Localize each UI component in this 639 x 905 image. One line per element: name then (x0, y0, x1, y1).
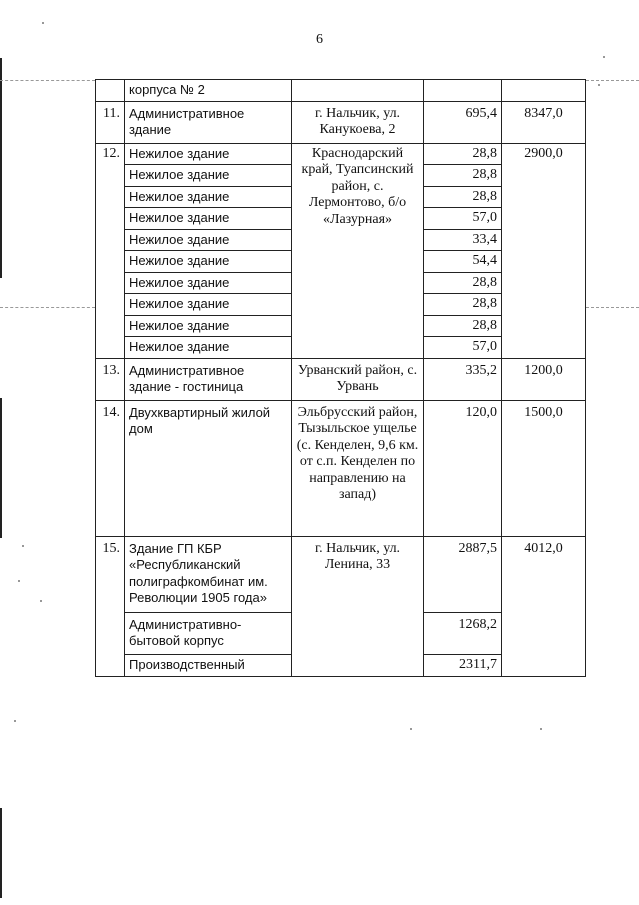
area-cell: 33,4 (424, 229, 502, 251)
area-cell: 57,0 (424, 208, 502, 230)
address-cell (292, 80, 424, 102)
value-cell: 1200,0 (502, 358, 586, 400)
property-name-cell: Нежилое здание (125, 272, 292, 294)
row-number-cell: 15. (96, 536, 125, 676)
property-name-cell: Нежилое здание (125, 186, 292, 208)
area-cell: 28,8 (424, 272, 502, 294)
area-cell (424, 80, 502, 102)
property-name-cell: Административное здание (125, 101, 292, 143)
property-name-cell: Здание ГП КБР «Республиканский полиграфкомбинат им. Революции 1905 года» (125, 536, 292, 612)
row-number-cell (96, 80, 125, 102)
property-name-cell: Нежилое здание (125, 251, 292, 273)
area-cell: 57,0 (424, 337, 502, 359)
value-cell: 1500,0 (502, 400, 586, 536)
area-cell: 28,8 (424, 315, 502, 337)
property-table (95, 79, 586, 677)
area-cell: 2887,5 (424, 536, 502, 612)
property-name-cell: Производственный (125, 654, 292, 676)
area-cell: 54,4 (424, 251, 502, 273)
address-cell: Урванский район, с. Урвань (292, 358, 424, 400)
row-number-cell: 11. (96, 101, 125, 143)
value-cell: 4012,0 (502, 536, 586, 676)
row-number-cell: 14. (96, 400, 125, 536)
area-cell: 1268,2 (424, 612, 502, 654)
table-row (96, 101, 586, 143)
row-number-cell: 13. (96, 358, 125, 400)
scan-fold-line (586, 307, 639, 308)
property-name-cell: Двухквартирный жилой дом (125, 400, 292, 536)
table-row (96, 536, 586, 612)
scan-speck (22, 545, 24, 547)
area-cell: 695,4 (424, 101, 502, 143)
property-name-cell: Административное здание - гостиница (125, 358, 292, 400)
value-cell (502, 80, 586, 102)
scan-speck (40, 600, 42, 602)
area-cell: 335,2 (424, 358, 502, 400)
property-name-cell: Нежилое здание (125, 229, 292, 251)
scan-speck (603, 56, 605, 58)
property-name-cell: Административно-бытовой корпус (125, 612, 292, 654)
scan-speck (18, 580, 20, 582)
address-cell: г. Нальчик, ул. Ленина, 33 (292, 536, 424, 676)
scan-edge-mark (0, 398, 2, 538)
area-cell: 28,8 (424, 294, 502, 316)
table-row (96, 143, 586, 165)
scan-speck (410, 728, 412, 730)
area-cell: 120,0 (424, 400, 502, 536)
property-name-cell: Нежилое здание (125, 165, 292, 187)
property-name-cell: Нежилое здание (125, 143, 292, 165)
area-cell: 28,8 (424, 165, 502, 187)
table-row (96, 80, 586, 102)
scan-speck (42, 22, 44, 24)
value-cell: 8347,0 (502, 101, 586, 143)
address-cell: г. Нальчик, ул. Канукоева, 2 (292, 101, 424, 143)
scan-fold-line (0, 80, 95, 81)
scan-speck (14, 720, 16, 722)
page-number: 6 (316, 32, 323, 47)
address-cell: Краснодарский край, Туапсинский район, с. Лермонтово, б/о «Лазурная» (292, 143, 424, 358)
row-number-cell: 12. (96, 143, 125, 358)
scan-speck (598, 84, 600, 86)
property-name-cell: Нежилое здание (125, 315, 292, 337)
property-name-cell: Нежилое здание (125, 294, 292, 316)
address-cell: Эльбрусский район, Тызыльское ущелье (с. Кенделен, 9,6 км. от с.п. Кенделен по направлению на запад) (292, 400, 424, 536)
property-name-cell: Нежилое здание (125, 337, 292, 359)
table-row (96, 400, 586, 536)
scan-fold-line (0, 307, 95, 308)
property-name-cell: Нежилое здание (125, 208, 292, 230)
area-cell: 28,8 (424, 186, 502, 208)
area-cell: 28,8 (424, 143, 502, 165)
scan-fold-line (586, 80, 639, 81)
value-cell: 2900,0 (502, 143, 586, 358)
scan-edge-mark (0, 58, 2, 278)
property-name-cell: корпуса № 2 (125, 80, 292, 102)
area-cell: 2311,7 (424, 654, 502, 676)
scan-speck (540, 728, 542, 730)
scan-edge-mark (0, 808, 2, 898)
table-row (96, 358, 586, 400)
